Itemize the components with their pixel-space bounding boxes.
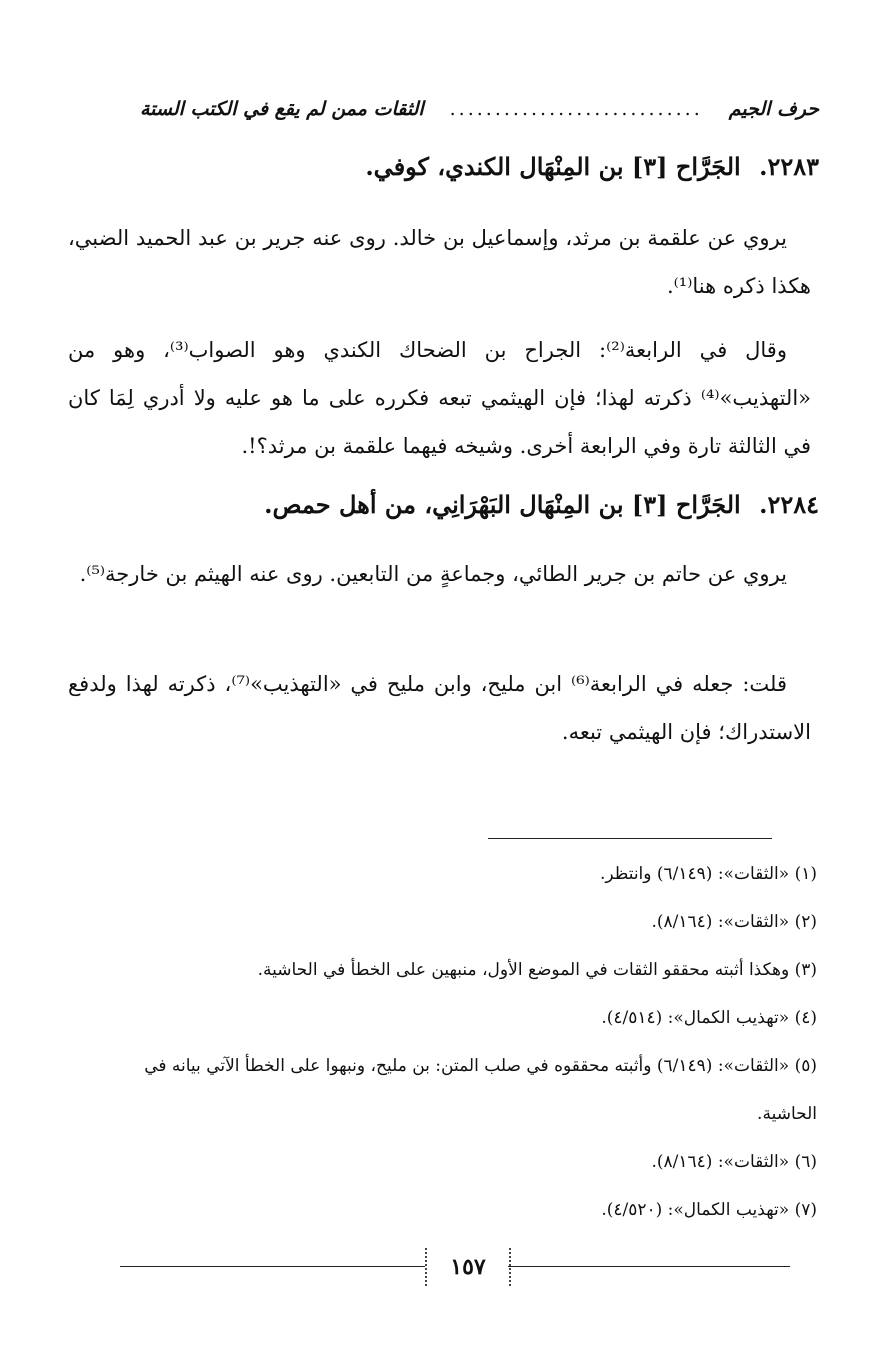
entry-number: ٢٢٨٣. (759, 152, 819, 181)
footnote-3: (٣) وهكذا أثبته محققو الثقات في الموضع الأول، منبهين على الخطأ في الحاشية. (257, 960, 817, 980)
paragraph-text: وقال في الرابعة⁽²⁾: الجراح بن الضحاك الكندي وهو الصواب⁽³⁾، وهو من «التهذيب»⁽⁴⁾ ذكرته لهذا؛ فإن الهيثمي تبعه فكرره على ما هو عليه ولا أدري لِمَا كان في الثالثة تارة وفي الرابعة أخرى. وشيخه فيهما علقمة بن مرثد؟!. (68, 338, 811, 458)
footnote-5: (٥) «الثقات»: (٦/١٤٩) وأثبته محققوه في صلب المتن: بن مليح، ونبهوا على الخطأ الآتي بيانه في الحاشية. (144, 1056, 817, 1124)
paragraph (68, 550, 811, 598)
header-dot-leader: ............................ (449, 98, 703, 120)
header-book-title: الثقات ممن لم يقع في الكتب الستة (140, 98, 424, 120)
entry-heading-2283 (60, 152, 819, 181)
footer-rule-left (120, 1266, 425, 1267)
entry-number: ٢٢٨٤. (759, 490, 819, 519)
running-header (140, 92, 819, 126)
paragraph-text: يروي عن حاتم بن جرير الطائي، وجماعةٍ من التابعين. روى عنه الهيثم بن خارجة⁽⁵⁾. (79, 562, 787, 586)
page-number: ١٥٧ (425, 1248, 511, 1286)
footnote-1: (١) «الثقات»: (٦/١٤٩) وانتظر. (599, 864, 817, 884)
header-chapter-title: حرف الجيم (728, 98, 819, 120)
paragraph-text: قلت: جعله في الرابعة⁽⁶⁾ ابن مليح، وابن مليح في «التهذيب»⁽⁷⁾، ذكرته لهذا ولدفع الاستدراك؛ فإن الهيثمي تبعه. (68, 672, 811, 744)
entry-heading-2284 (60, 490, 819, 519)
entry-title: الجَرَّاح [٣] بن المِنْهَال البَهْرَانِي، من أهل حمص. (264, 490, 741, 519)
footnote-4: (٤) «تهذيب الكمال»: (٤/٥١٤). (601, 1008, 817, 1028)
footer-rule-right (508, 1266, 790, 1267)
footnote-separator (488, 838, 772, 839)
footnotes (100, 850, 817, 1234)
footnote-2: (٢) «الثقات»: (٨/١٦٤). (651, 912, 817, 932)
paragraph (68, 326, 811, 470)
entry-title: الجَرَّاح [٣] بن المِنْهَال الكندي، كوفي. (365, 152, 741, 181)
footnote-7: (٧) «تهذيب الكمال»: (٤/٥٢٠). (601, 1200, 817, 1220)
paragraph-text: يروي عن علقمة بن مرثد، وإسماعيل بن خالد. روى عنه جرير بن عبد الحميد الضبي، هكذا ذكره هنا⁽¹⁾. (68, 226, 811, 298)
paragraph (68, 660, 811, 756)
paragraph (68, 214, 811, 310)
footnote-6: (٦) «الثقات»: (٨/١٦٤). (651, 1152, 817, 1172)
